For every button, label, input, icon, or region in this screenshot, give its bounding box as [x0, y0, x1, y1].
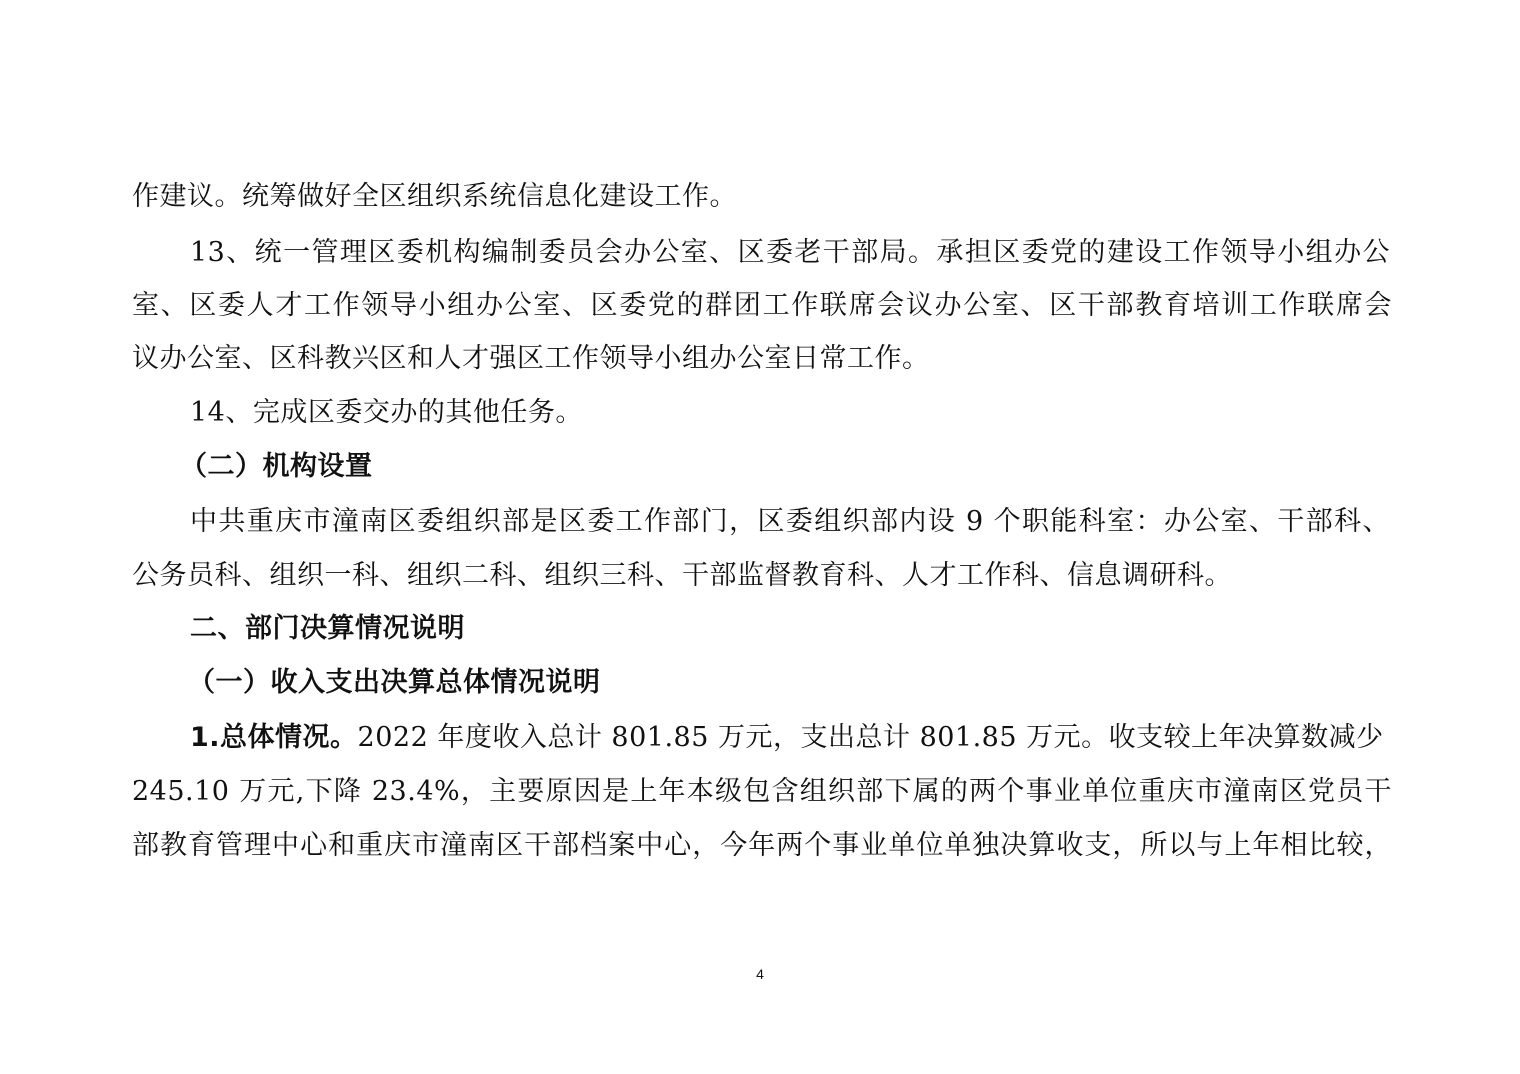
- paragraph-line: 中共重庆市潼南区委组织部是区委工作部门，区委组织部内设 9 个职能科室：办公室、干部科、: [190, 506, 1390, 537]
- section-heading: （二）机构设置: [180, 451, 373, 482]
- bold-lead: 1.总体情况。: [190, 722, 358, 753]
- paragraph-line: 13、统一管理区委机构编制委员会办公室、区委老干部局。承担区委党的建设工作领导小组办公: [190, 237, 1390, 268]
- paragraph-line: 室、区委人才工作领导小组办公室、区委党的群团工作联席会议办公室、区干部教育培训工作联席会: [132, 290, 1392, 321]
- paragraph-line: 公务员科、组织一科、组织二科、组织三科、干部监督教育科、人才工作科、信息调研科。: [132, 560, 1232, 591]
- section-heading: 二、部门决算情况说明: [190, 613, 465, 644]
- paragraph-line: 作建议。统筹做好全区组织系统信息化建设工作。: [132, 181, 737, 212]
- paragraph-line: 14、完成区委交办的其他任务。: [190, 397, 583, 428]
- paragraph-line: 部教育管理中心和重庆市潼南区干部档案中心，今年两个事业单位单独决算收支，所以与上年相比较，: [132, 830, 1392, 861]
- paragraph-text: 2022 年度收入总计 801.85 万元，支出总计 801.85 万元。收支较上年决算数减少: [357, 722, 1384, 753]
- section-heading: （一）收入支出决算总体情况说明: [188, 667, 601, 698]
- paragraph-line: 245.10 万元,下降 23.4%，主要原因是上年本级包含组织部下属的两个事业单位重庆市潼南区党员干: [132, 776, 1392, 807]
- paragraph-line: [190, 721, 1390, 755]
- page-number: 4: [756, 966, 764, 982]
- paragraph-line: 议办公室、区科教兴区和人才强区工作领导小组办公室日常工作。: [132, 343, 930, 374]
